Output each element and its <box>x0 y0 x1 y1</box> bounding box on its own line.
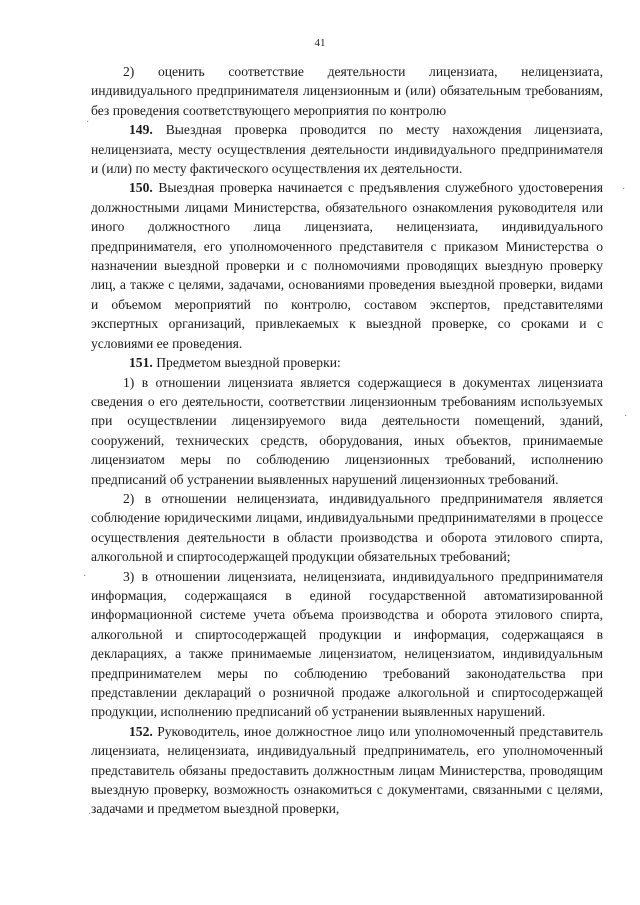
paragraph-150 <box>91 178 603 353</box>
scan-speck: · <box>86 117 90 128</box>
scan-speck: · <box>622 184 626 195</box>
paragraph-149 <box>91 120 603 178</box>
paragraph-item-2b <box>91 489 603 567</box>
paragraph-number: 149. <box>129 122 153 138</box>
paragraph-text: 2) оценить соответствие деятельности лицензиата, нелицензиата, индивидуального предпринимателя лицензионным и (или) обязательным требованиям, без проведения соответствующего мероприятия по контролю <box>91 64 603 118</box>
paragraph-152 <box>91 722 603 819</box>
paragraph-text: 1) в отношении лицензиата является содержащиеся в документах лицензиата сведения о его деятельности, соответствии лицензионным требованиям используемых при осуществлении лицензируемого вида деятельности помещений, зданий, сооружений, технических средств, оборудования, иных объектов, принимаемые лицензиатом меры по соблюдению лицензионных требований, исполнению предписаний об устранении выявленных нарушений лицензионных требований. <box>91 374 603 487</box>
scan-speck: · <box>83 571 87 582</box>
paragraph-number: 151. <box>129 355 153 371</box>
paragraph-151 <box>91 353 603 372</box>
page-number: 41 <box>314 37 326 49</box>
document-body <box>91 62 603 819</box>
paragraph-number: 150. <box>129 180 153 196</box>
paragraph-item-3 <box>91 567 603 722</box>
paragraph-text: Выездная проверка проводится по месту нахождения лицензиата, нелицензиата, месту осуществления деятельности индивидуального предпринимателя и (или) по месту фактического осуществления их деятельности. <box>91 122 603 177</box>
paragraph-text: 3) в отношении лицензиата, нелицензиата, индивидуального предпринимателя информация, содержащаяся в единой государственной автоматизированной информационной системе учета объема производства и оборота этилового спирта, алкогольной и спиртосодержащей продукции и информация, содержащаяся в декларациях, а также принимаемые лицензиатом, нелицензиатом, индивидуальным предпринимателем меры по соблюдению требований законодательства при представлении деклараций о розничной продаже алкогольной и спиртосодержащей продукции, исполнению предписаний об устранении выявленных нарушений. <box>91 568 603 720</box>
paragraph-number: 152. <box>129 723 153 739</box>
paragraph-text: Руководитель, иное должностное лицо или уполномоченный представитель лицензиата, нелицензиата, индивидуальный предприниматель, его уполномоченный представитель обязаны предоставить должностным лицам Министерства, проводящим выездную проверку, возможность ознакомиться с документами, связанными с целями, задачами и предметом выездной проверки, <box>91 723 603 817</box>
scan-speck: · <box>624 411 628 422</box>
paragraph-text: Выездная проверка начинается с предъявления служебного удостоверения должностными лицами Министерства, обязательного ознакомления руководителя или иного должностного лица лицензиата, нелицензиата, индивидуального предпринимателя, его уполномоченного представителя с приказом Министерства о назначении выездной проверки и с полномочиями проводящих выездную проверку лиц, а также с целями, задачами, основаниями проведения выездной проверки, видами и объемом мероприятий по контролю, составом экспертов, представителями экспертных организаций, привлекаемых к выездной проверке, со сроками и с условиями ее проведения. <box>91 180 603 351</box>
paragraph-text: Предметом выездной проверки: <box>156 355 341 371</box>
scan-speck: · <box>88 809 92 820</box>
paragraph-text: 2) в отношении нелицензиата, индивидуального предпринимателя является соблюдение юридическими лицами, индивидуальными предпринимателями в процессе осуществления деятельности в области производства и оборота этилового спирта, алкогольной и спиртосодержащей продукции обязательных требований; <box>91 490 603 565</box>
paragraph-item-2 <box>91 62 603 120</box>
paragraph-item-1 <box>91 373 603 489</box>
